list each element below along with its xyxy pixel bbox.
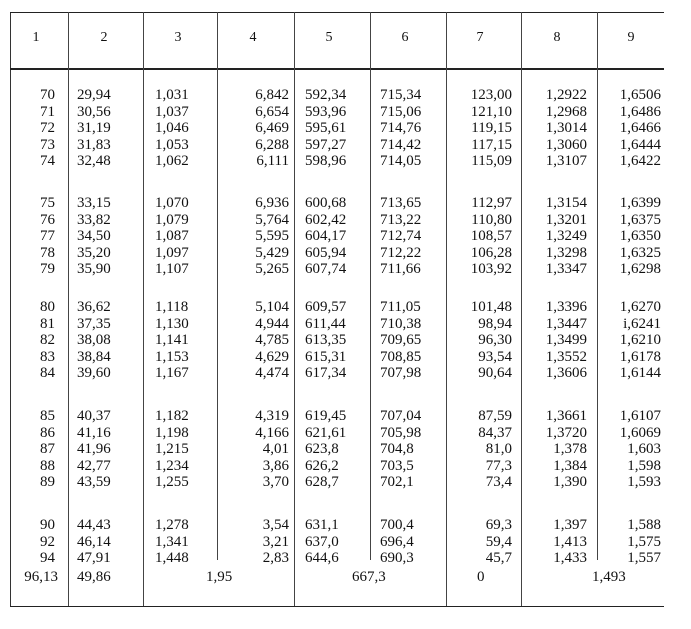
table-cell: 30,56 <box>77 103 111 120</box>
table-cell: 1,390 <box>553 474 587 491</box>
table-cell: 713,22 <box>380 211 422 228</box>
table-cell: 1,3661 <box>545 408 587 424</box>
table-cell: 5,104 <box>255 299 289 315</box>
table-cell: 592,34 <box>305 87 347 103</box>
table-cell: 103,92 <box>470 261 512 278</box>
table-cell: 110,80 <box>471 211 512 228</box>
table-cell: 35,90 <box>77 261 111 278</box>
table-cell: 1,278 <box>155 517 189 533</box>
table-cell: 4,319 <box>255 408 289 424</box>
table-cell: 6,654 <box>255 103 289 120</box>
header-rule <box>10 68 664 70</box>
table-cell: 593,96 <box>305 103 347 120</box>
table-cell: 1,433 <box>553 550 587 567</box>
table-cell: 1,6144 <box>619 365 661 382</box>
table-cell: 3,86 <box>262 457 289 474</box>
table-cell: 115,09 <box>471 153 512 170</box>
table-cell: 38,84 <box>77 348 111 365</box>
table-cell: 77,3 <box>485 457 512 474</box>
table-cell: 604,17 <box>305 228 347 245</box>
table-cell: 611,44 <box>305 315 346 332</box>
table-cell: 1,198 <box>155 424 189 441</box>
table-cell: 696,4 <box>380 533 414 550</box>
table-cell: 1,6375 <box>619 211 661 228</box>
table-cell: 81,0 <box>485 441 512 458</box>
table-cell: 1,378 <box>553 441 587 458</box>
table-cell: 79 <box>40 261 55 278</box>
table-cell: 1,3107 <box>545 153 587 170</box>
table-cell: 94 <box>40 550 55 567</box>
table-cell: 119,15 <box>471 120 512 137</box>
table-cell: 1,3606 <box>545 365 587 382</box>
table-cell: i,6241 <box>623 315 661 332</box>
table-cell: 89 <box>40 474 55 491</box>
table-cell: 34,50 <box>77 228 111 245</box>
table-cell: 1,2968 <box>545 103 587 120</box>
table-cell: 1,3201 <box>545 211 587 228</box>
table-cell: 1,087 <box>155 228 189 245</box>
column-header: 6 <box>401 30 409 45</box>
table-cell: 617,34 <box>305 365 347 382</box>
table-cell: 90,64 <box>478 365 512 382</box>
table-cell: 714,76 <box>380 120 422 137</box>
table-cell: 3,54 <box>262 517 289 533</box>
table-cell: 1,031 <box>155 87 189 103</box>
table-cell: 106,28 <box>470 244 512 261</box>
table-cell: 96,30 <box>478 332 512 349</box>
table-cell: 4,944 <box>255 315 289 332</box>
table-cell: 1,3447 <box>545 315 587 332</box>
table-cell: 1,384 <box>553 457 587 474</box>
table-cell: 1,6422 <box>619 153 661 170</box>
table-cell: 1,6486 <box>619 103 661 120</box>
table-cell: 1,341 <box>155 533 189 550</box>
table-cell: 82 <box>40 332 55 349</box>
table-cell: 1,046 <box>155 120 189 137</box>
table-cell: 78 <box>40 244 55 261</box>
table-cell: 623,8 <box>305 441 339 458</box>
table-cell: 615,31 <box>305 348 347 365</box>
table-cell: 707,98 <box>380 365 422 382</box>
table-cell: 74 <box>40 153 55 170</box>
table-cell: 714,42 <box>380 136 422 153</box>
table-cell: 121,10 <box>470 103 512 120</box>
table-cell: 1,053 <box>155 136 189 153</box>
table-cell: 47,91 <box>77 550 111 567</box>
table-cell: 39,60 <box>77 365 111 382</box>
column-header: 7 <box>476 30 484 45</box>
column-header: 5 <box>325 30 333 45</box>
table-cell: 710,38 <box>380 315 422 332</box>
table-cell: 704,8 <box>380 441 414 458</box>
table-cell: 708,85 <box>380 348 422 365</box>
table-cell: 644,6 <box>305 550 339 567</box>
table-cell: 32,48 <box>77 153 111 170</box>
table-cell: 4,629 <box>255 348 289 365</box>
table-cell: 73 <box>40 136 55 153</box>
table-cell: 108,57 <box>470 228 512 245</box>
table-cell: 73,4 <box>485 474 512 491</box>
table-cell: 29,94 <box>77 87 111 103</box>
table-cell: 35,20 <box>77 244 111 261</box>
table-cell: 2,83 <box>262 550 289 567</box>
table-cell: 626,2 <box>305 457 339 474</box>
table-cell: 613,35 <box>305 332 347 349</box>
table-cell: 5,429 <box>255 244 289 261</box>
table-cell: 1,167 <box>155 365 189 382</box>
table-cell: 117,15 <box>471 136 512 153</box>
table-cell: 1,6178 <box>619 348 661 365</box>
table-cell: 49,86 <box>77 569 111 585</box>
table-cell: 700,4 <box>380 517 414 533</box>
table-cell: 713,65 <box>380 195 422 211</box>
column-rule <box>446 12 447 606</box>
table-cell: 77 <box>40 228 55 245</box>
table-cell: 690,3 <box>380 550 414 567</box>
table-cell: 1,6325 <box>619 244 661 261</box>
column-header: 9 <box>627 30 635 45</box>
table-cell: 38,08 <box>77 332 111 349</box>
table-cell: 628,7 <box>305 474 339 491</box>
table-cell: 0 <box>477 569 485 585</box>
table-cell: 1,215 <box>155 441 189 458</box>
table-cell: 6,111 <box>256 153 289 170</box>
column-rule <box>370 12 371 560</box>
table-cell: 71 <box>40 103 55 120</box>
table-cell: 85 <box>40 408 55 424</box>
column-header: 1 <box>32 30 40 45</box>
table-cell: 1,3298 <box>545 244 587 261</box>
table-cell: 70 <box>40 87 55 103</box>
table-cell: 705,98 <box>380 424 422 441</box>
table-cell: 631,1 <box>305 517 339 533</box>
table-cell: 98,94 <box>478 315 512 332</box>
table-cell: 31,19 <box>77 120 111 137</box>
table-cell: 6,842 <box>255 87 289 103</box>
table-cell: 1,3552 <box>545 348 587 365</box>
table-cell: 3,21 <box>262 533 289 550</box>
table-cell: 715,06 <box>380 103 422 120</box>
table-cell: 90 <box>40 517 55 533</box>
table-cell: 46,14 <box>77 533 111 550</box>
column-rule <box>521 12 522 606</box>
table-cell: 112,97 <box>471 195 512 211</box>
table-cell: 31,83 <box>77 136 111 153</box>
table-cell: 76 <box>40 211 55 228</box>
table-cell: 36,62 <box>77 299 111 315</box>
table-cell: 84 <box>40 365 55 382</box>
table-cell: 1,182 <box>155 408 189 424</box>
table-cell: 84,37 <box>478 424 512 441</box>
table-cell: 1,062 <box>155 153 189 170</box>
table-cell: 1,6107 <box>619 408 661 424</box>
column-rule <box>294 12 295 606</box>
table-cell: 6,936 <box>255 195 289 211</box>
table-cell: 702,1 <box>380 474 414 491</box>
table-cell: 597,27 <box>305 136 347 153</box>
column-rule <box>143 12 144 606</box>
table-cell: 1,448 <box>155 550 189 567</box>
table-cell: 714,05 <box>380 153 422 170</box>
table-cell: 1,079 <box>155 211 189 228</box>
bottom-rule <box>10 606 664 607</box>
table-cell: 1,6069 <box>619 424 661 441</box>
table-cell: 41,96 <box>77 441 111 458</box>
table-cell: 1,3347 <box>545 261 587 278</box>
column-rule <box>597 12 598 560</box>
table-cell: 1,3014 <box>545 120 587 137</box>
table-cell: 43,59 <box>77 474 111 491</box>
table-cell: 1,070 <box>155 195 189 211</box>
table-cell: 637,0 <box>305 533 339 550</box>
table-cell: 598,96 <box>305 153 347 170</box>
table-cell: 75 <box>40 195 55 211</box>
table-cell: 33,82 <box>77 211 111 228</box>
table-cell: 607,74 <box>305 261 347 278</box>
table-cell: 1,130 <box>155 315 189 332</box>
table-cell: 1,3154 <box>545 195 587 211</box>
table-cell: 4,01 <box>262 441 289 458</box>
table-cell: 5,764 <box>255 211 289 228</box>
table-cell: 1,588 <box>627 517 661 533</box>
table-cell: 37,35 <box>77 315 111 332</box>
table-cell: 88 <box>40 457 55 474</box>
table-cell: 87 <box>40 441 55 458</box>
table-cell: 86 <box>40 424 55 441</box>
table-cell: 715,34 <box>380 87 422 103</box>
table-cell: 80 <box>40 299 55 315</box>
table-cell: 667,3 <box>352 569 386 585</box>
table-cell: 1,141 <box>155 332 189 349</box>
table-cell: 45,7 <box>485 550 512 567</box>
table-cell: 1,118 <box>155 299 189 315</box>
table-cell: 1,3720 <box>545 424 587 441</box>
table-cell: 1,037 <box>155 103 189 120</box>
table-cell: 707,04 <box>380 408 422 424</box>
table-cell: 712,74 <box>380 228 422 245</box>
table-cell: 1,3249 <box>545 228 587 245</box>
column-header: 8 <box>553 30 561 45</box>
table-cell: 1,234 <box>155 457 189 474</box>
table-cell: 703,5 <box>380 457 414 474</box>
table-cell: 1,153 <box>155 348 189 365</box>
top-rule <box>10 12 664 13</box>
table-cell: 4,166 <box>255 424 289 441</box>
table-cell: 1,6444 <box>619 136 661 153</box>
table-cell: 72 <box>40 120 55 137</box>
table-cell: 1,598 <box>627 457 661 474</box>
column-header: 4 <box>249 30 257 45</box>
table-cell: 1,413 <box>553 533 587 550</box>
table-cell: 96,13 <box>24 569 58 585</box>
table-cell: 1,3499 <box>545 332 587 349</box>
table-cell: 1,593 <box>627 474 661 491</box>
table-cell: 1,6270 <box>619 299 661 315</box>
table-cell: 93,54 <box>478 348 512 365</box>
table-cell: 81 <box>40 315 55 332</box>
table-cell: 69,3 <box>485 517 512 533</box>
table-cell: 1,575 <box>627 533 661 550</box>
table-cell: 595,61 <box>305 120 347 137</box>
table-cell: 87,59 <box>478 408 512 424</box>
table-cell: 1,603 <box>627 441 661 458</box>
table-cell: 711,05 <box>380 299 421 315</box>
table-cell: 600,68 <box>305 195 347 211</box>
table-cell: 1,3396 <box>545 299 587 315</box>
table-cell: 1,6210 <box>619 332 661 349</box>
table-cell: 5,595 <box>255 228 289 245</box>
table-cell: 602,42 <box>305 211 347 228</box>
table-cell: 4,785 <box>255 332 289 349</box>
table-cell: 101,48 <box>470 299 512 315</box>
table-cell: 1,6298 <box>619 261 661 278</box>
table-cell: 1,3060 <box>545 136 587 153</box>
table-cell: 92 <box>40 533 55 550</box>
table-cell: 1,95 <box>206 569 233 585</box>
table-cell: 1,6350 <box>619 228 661 245</box>
table-cell: 1,493 <box>592 569 626 585</box>
table-cell: 41,16 <box>77 424 111 441</box>
table-cell: 1,097 <box>155 244 189 261</box>
table-cell: 44,43 <box>77 517 111 533</box>
table-cell: 621,61 <box>305 424 347 441</box>
table-cell: 83 <box>40 348 55 365</box>
table-cell: 3,70 <box>262 474 289 491</box>
column-header: 2 <box>100 30 108 45</box>
table-cell: 6,288 <box>255 136 289 153</box>
table-cell: 1,255 <box>155 474 189 491</box>
table-cell: 33,15 <box>77 195 111 211</box>
column-rule <box>68 12 69 606</box>
table-cell: 40,37 <box>77 408 111 424</box>
column-header: 3 <box>174 30 182 45</box>
table-cell: 1,6399 <box>619 195 661 211</box>
table-cell: 711,66 <box>380 261 421 278</box>
table-cell: 1,107 <box>155 261 189 278</box>
table-cell: 619,45 <box>305 408 347 424</box>
table-cell: 123,00 <box>470 87 512 103</box>
table-cell: 1,2922 <box>545 87 587 103</box>
table-cell: 1,397 <box>553 517 587 533</box>
table-cell: 609,57 <box>305 299 347 315</box>
column-rule <box>217 12 218 560</box>
table-cell: 59,4 <box>485 533 512 550</box>
table-cell: 1,557 <box>627 550 661 567</box>
table-cell: 42,77 <box>77 457 111 474</box>
table-cell: 605,94 <box>305 244 347 261</box>
table-cell: 709,65 <box>380 332 422 349</box>
table-cell: 5,265 <box>255 261 289 278</box>
table-cell: 712,22 <box>380 244 422 261</box>
table-cell: 1,6506 <box>619 87 661 103</box>
table-cell: 4,474 <box>255 365 289 382</box>
table-cell: 6,469 <box>255 120 289 137</box>
table-cell: 1,6466 <box>619 120 661 137</box>
